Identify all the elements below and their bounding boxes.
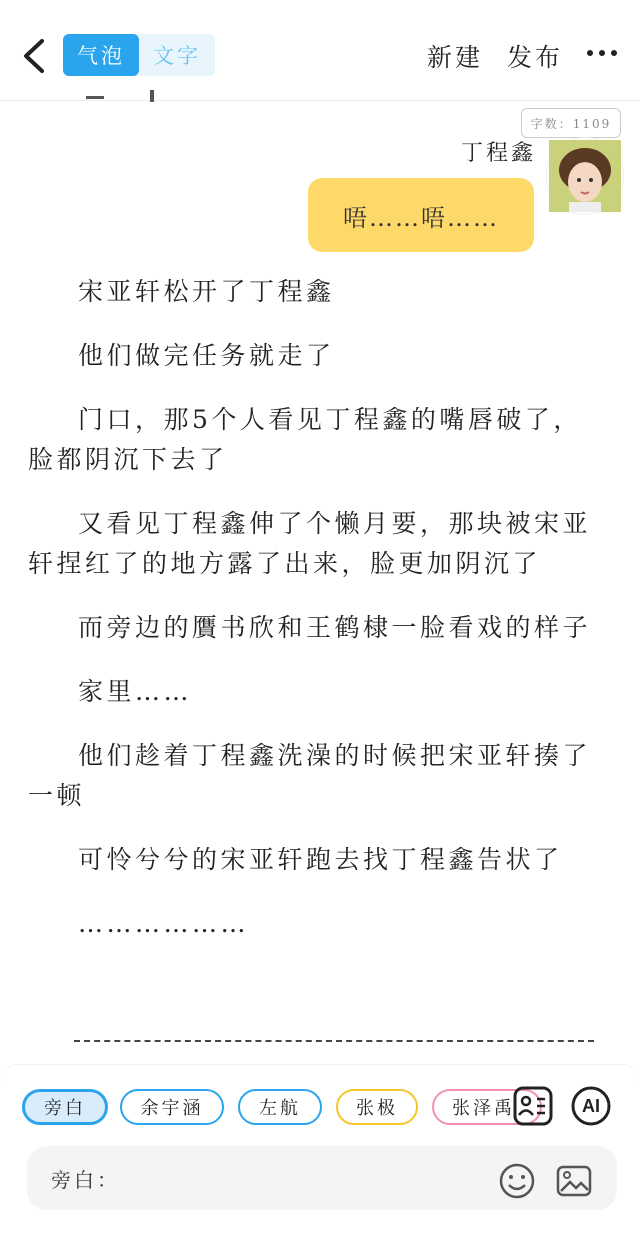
story-content — [28, 272, 610, 968]
role-chip-zhang-zeyu[interactable]: 张泽禹 — [432, 1089, 542, 1125]
story-paragraph[interactable]: 门口，那5个人看见丁程鑫的嘴唇破了，脸都阴沉下去了 — [28, 405, 582, 474]
word-count-badge: 字数：1109 — [521, 108, 621, 138]
role-chip-zuo-hang[interactable]: 左航 — [238, 1089, 322, 1125]
story-paragraph[interactable]: ……………… — [78, 909, 249, 938]
new-button[interactable]: 新建 — [427, 43, 484, 72]
story-paragraph[interactable]: 宋亚轩松开了丁程鑫 — [78, 277, 335, 306]
role-chip-narrator[interactable]: 旁白 — [22, 1089, 108, 1125]
tab-text[interactable]: 文字 — [153, 44, 201, 68]
avatar-portrait-icon — [549, 140, 621, 212]
story-paragraph[interactable]: 可怜兮兮的宋亚轩跑去找丁程鑫告状了 — [78, 845, 563, 874]
section-divider — [74, 1040, 594, 1042]
publish-button[interactable]: 发布 — [507, 43, 564, 72]
narration-input[interactable] — [27, 1146, 617, 1210]
image-icon[interactable] — [555, 1162, 593, 1200]
tab-bubble[interactable]: 气泡 — [63, 34, 139, 76]
avatar[interactable] — [547, 138, 623, 214]
role-chip-zhang-ji[interactable]: 张极 — [336, 1089, 418, 1125]
smiley-icon[interactable] — [498, 1162, 536, 1200]
story-paragraph[interactable]: 家里…… — [78, 677, 193, 706]
story-paragraph[interactable]: 他们趁着丁程鑫洗澡的时候把宋亚轩揍了一顿 — [28, 741, 592, 810]
clipped-text-fragment — [80, 84, 220, 106]
story-paragraph[interactable]: 他们做完任务就走了 — [78, 341, 335, 370]
chat-bubble[interactable]: 唔……唔…… — [308, 178, 534, 252]
input-role-label: 旁白： — [51, 1168, 120, 1192]
story-paragraph[interactable]: 而旁边的贋书欣和王鹤棣一脸看戏的样子 — [78, 613, 592, 642]
ai-button[interactable] — [569, 1084, 613, 1128]
story-paragraph[interactable]: 又看见丁程鑫伸了个懒月要，那块被宋亚轩捏红了的地方露了出来，脸更加阴沉了 — [28, 509, 592, 578]
back-chevron-icon[interactable] — [18, 36, 54, 76]
mode-toggle — [63, 34, 215, 76]
role-chip-list — [20, 1088, 515, 1128]
role-list-icon[interactable] — [511, 1084, 555, 1128]
more-horizontal-icon[interactable] — [587, 48, 617, 58]
speaker-name: 丁程鑫 — [461, 141, 537, 166]
role-chip-yu-yuhan[interactable]: 余宇涵 — [120, 1089, 224, 1125]
ai-label: AI — [582, 1095, 600, 1116]
